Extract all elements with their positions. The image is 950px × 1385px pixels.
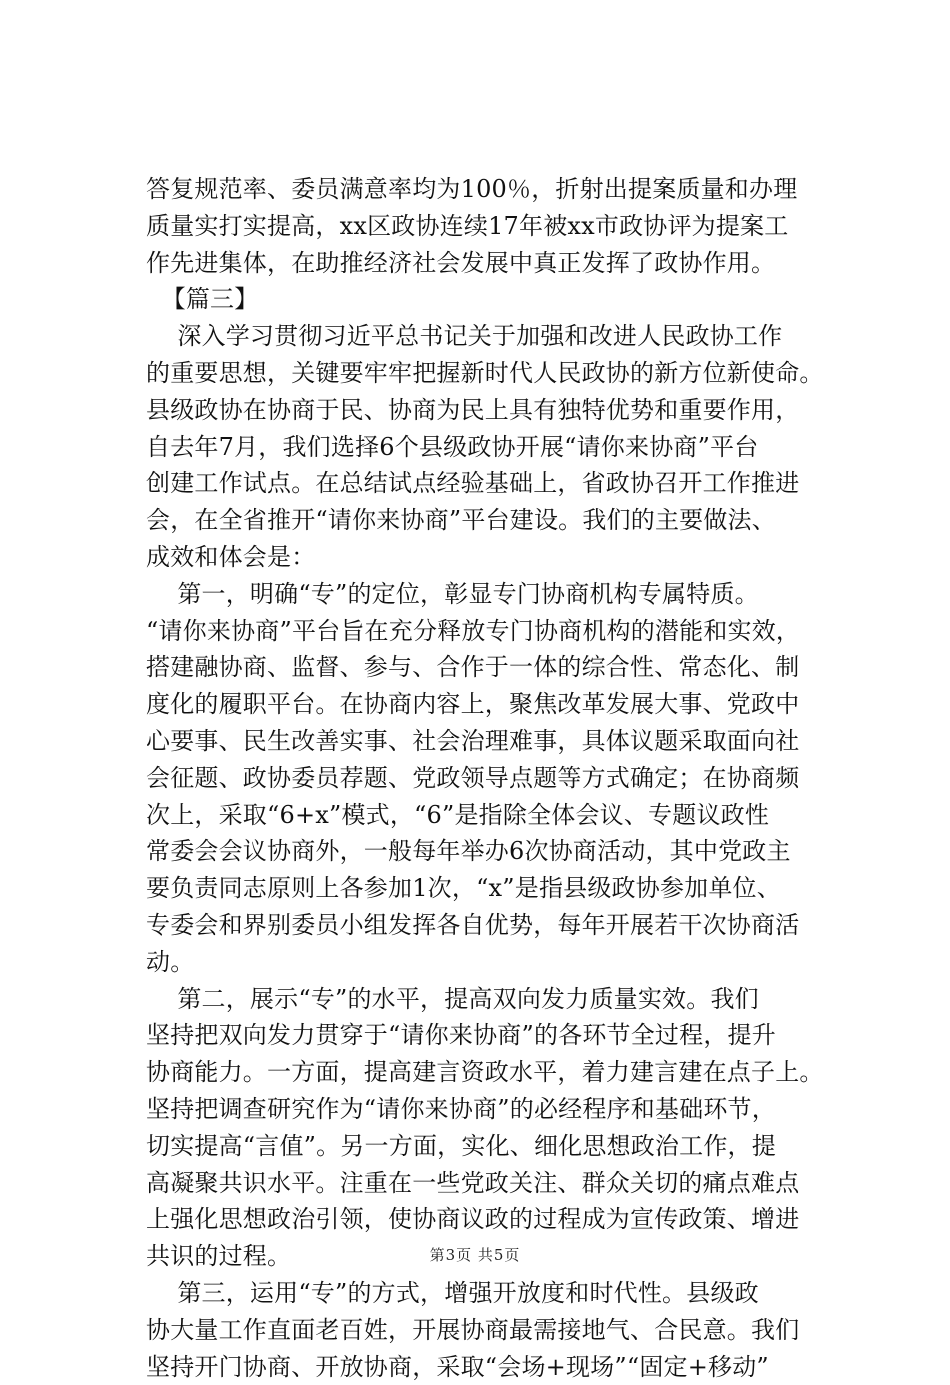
- text-line: 专委会和界别委员小组发挥各自优势，每年开展若干次协商活: [146, 907, 826, 944]
- text-line: 会，在全省推开“请你来协商”平台建设。我们的主要做法、: [146, 502, 826, 539]
- text-line: 答复规范率、委员满意率均为100％，折射出提案质量和办理: [146, 171, 826, 208]
- text-line: 切实提高“言值”。另一方面，实化、细化思想政治工作，提: [146, 1128, 826, 1165]
- text-line: 坚持把双向发力贯穿于“请你来协商”的各环节全过程，提升: [146, 1017, 826, 1054]
- text-line: 协大量工作直面老百姓，开展协商最需接地气、合民意。我们: [146, 1312, 826, 1349]
- text-line: 县级政协在协商于民、协商为民上具有独特优势和重要作用，: [146, 392, 826, 429]
- text-line: 要负责同志原则上各参加1次，“x”是指县级政协参加单位、: [146, 870, 826, 907]
- text-line: 上强化思想政治引领，使协商议政的过程成为宣传政策、增进: [146, 1201, 826, 1238]
- text-line: 常委会会议协商外，一般每年举办6次协商活动，其中党政主: [146, 833, 826, 870]
- text-line: 创建工作试点。在总结试点经验基础上，省政协召开工作推进: [146, 465, 826, 502]
- text-line: 第三，运用“专”的方式，增强开放度和时代性。县级政: [146, 1275, 826, 1312]
- text-line: 会征题、政协委员荐题、党政领导点题等方式确定；在协商频: [146, 760, 826, 797]
- text-line: 坚持开门协商、开放协商，采取“会场+现场”“固定+移动”: [146, 1349, 826, 1385]
- text-line: 第一，明确“专”的定位，彰显专门协商机构专属特质。: [146, 576, 826, 613]
- text-line: 成效和体会是：: [146, 539, 826, 576]
- text-line: 搭建融协商、监督、参与、合作于一体的综合性、常态化、制: [146, 649, 826, 686]
- text-line: 动。: [146, 944, 826, 981]
- text-line: 次上，采取“6+x”模式，“6”是指除全体会议、专题议政性: [146, 797, 826, 834]
- text-line: 质量实打实提高，xx区政协连续17年被xx市政协评为提案工: [146, 208, 826, 245]
- text-line: 的重要思想，关键要牢牢把握新时代人民政协的新方位新使命。: [146, 355, 826, 392]
- document-body: [146, 171, 826, 1385]
- text-line: 第二，展示“专”的水平，提高双向发力质量实效。我们: [146, 981, 826, 1018]
- text-line: 度化的履职平台。在协商内容上，聚焦改革发展大事、党政中: [146, 686, 826, 723]
- text-line: 【篇三】: [146, 281, 826, 318]
- text-line: 共识的过程。: [146, 1238, 826, 1275]
- text-line: 心要事、民生改善实事、社会治理难事，具体议题采取面向社: [146, 723, 826, 760]
- text-line: 高凝聚共识水平。注重在一些党政关注、群众关切的痛点难点: [146, 1165, 826, 1202]
- text-line: 作先进集体，在助推经济社会发展中真正发挥了政协作用。: [146, 245, 826, 282]
- text-line: 自去年7月，我们选择6个县级政协开展“请你来协商”平台: [146, 429, 826, 466]
- text-line: “请你来协商”平台旨在充分释放专门协商机构的潜能和实效，: [146, 613, 826, 650]
- page-footer: 第3页 共5页: [0, 1244, 950, 1265]
- text-line: 深入学习贯彻习近平总书记关于加强和改进人民政协工作: [146, 318, 826, 355]
- text-line: 坚持把调查研究作为“请你来协商”的必经程序和基础环节，: [146, 1091, 826, 1128]
- text-line: 协商能力。一方面，提高建言资政水平，着力建言建在点子上。: [146, 1054, 826, 1091]
